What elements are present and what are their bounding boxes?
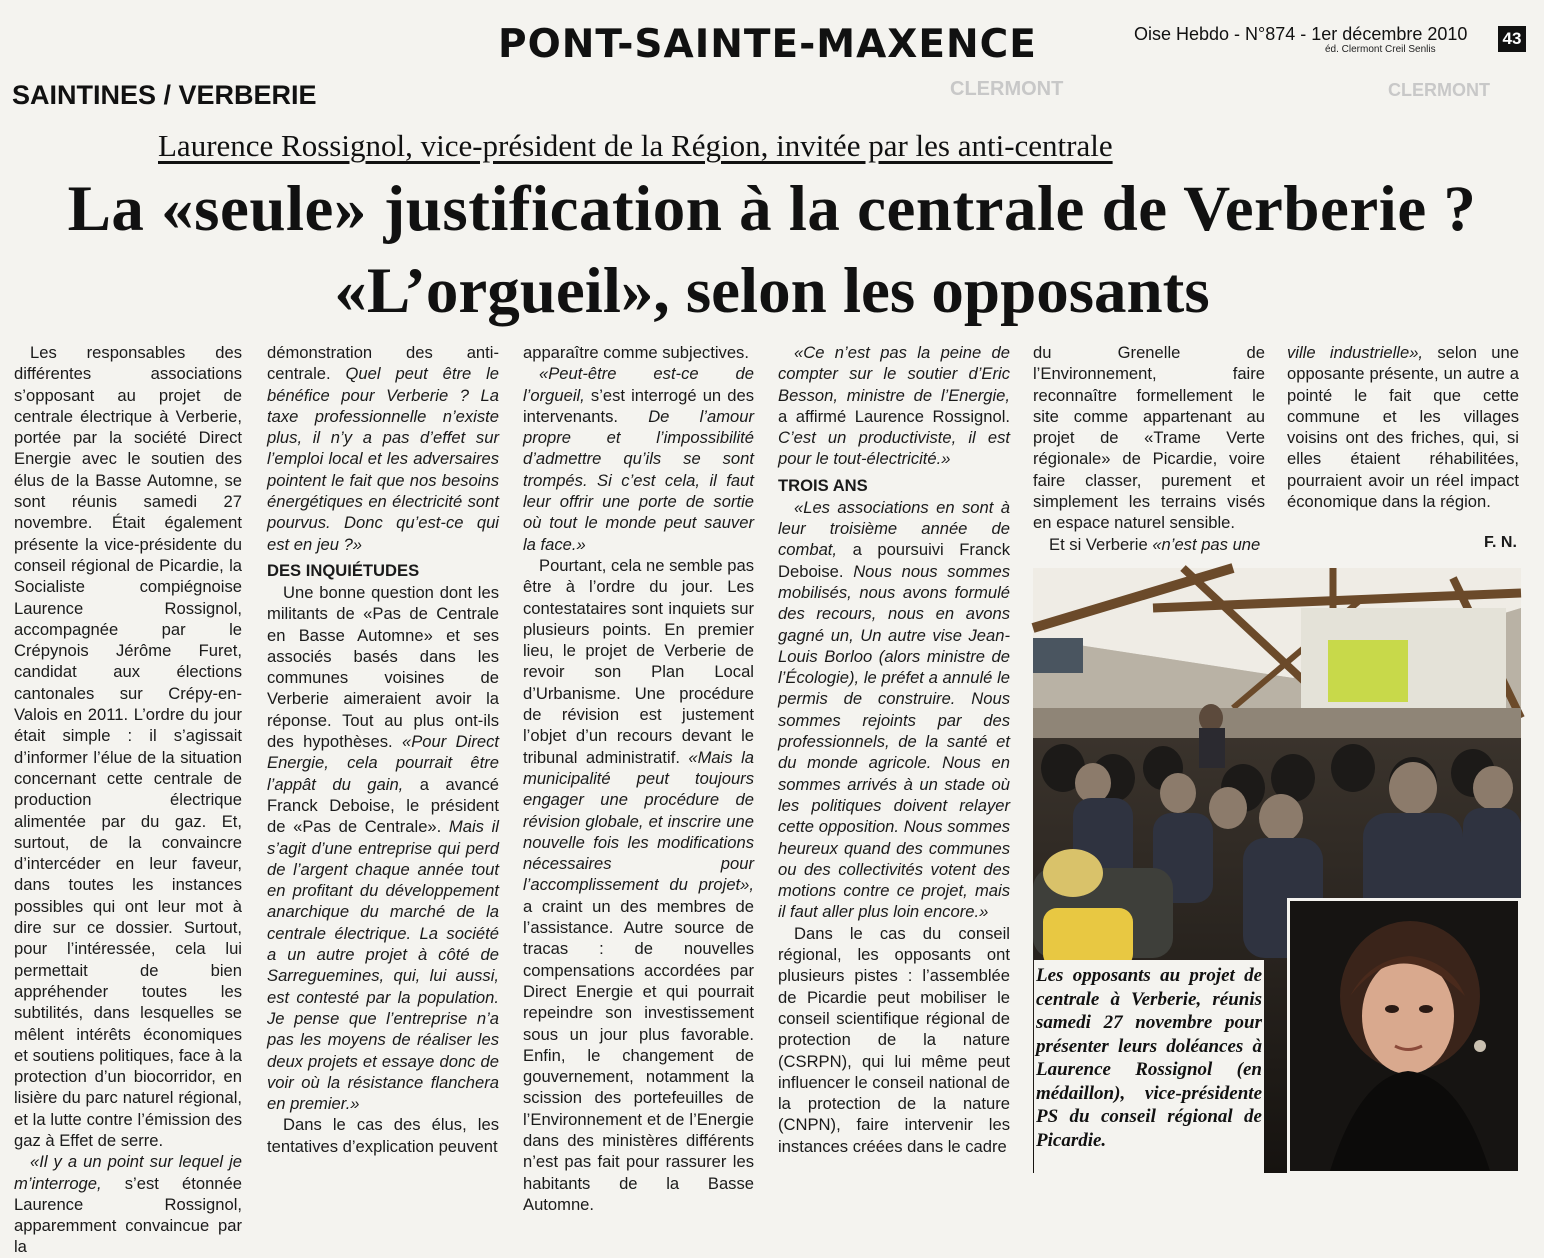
text: Et si Verberie xyxy=(1049,534,1153,554)
quote: Nous nous sommes mobilisés, nous avons formulé des recours, nous en avons gagné un, Un autre vise Jean-Louis Borloo (alors ministre de l’Écologie), le préfet a annulé le permis de construire. Nous sommes rejoints par des professionnels, de la santé et du monde agricole. Nous en sommes arrivés à un stade où les politiques doivent relayer cette opposition. Nous sommes heureux quand des communes ou des collectivités votent des motions contre ce projet, mais il faut aller plus loin encore.» xyxy=(778,561,1010,922)
quote: «Pour Direct Energie, cela pourrait être l’appât du gain, xyxy=(267,732,499,794)
article-column-6 xyxy=(1287,342,1519,512)
photo-caption: Les opposants au projet de centrale à Verberie, réunis samedi 27 novembre pour présenter leurs doléances à Laurence Rossignol (en médaillon), vice-présidente PS du conseil régional de Picardie. xyxy=(1034,960,1264,1174)
inset-portrait-photo xyxy=(1287,898,1521,1174)
bleed-through-text: CLERMONT xyxy=(950,78,1064,100)
quote: «n’est pas une xyxy=(1152,534,1261,554)
quote: «Mais la municipalité peut toujours engager une procédure de révision globale, et inscrire une nouvelle fois les modifications nécessaires pour l’accomplissement du projet», xyxy=(523,747,754,895)
text: a avancé Franck Deboise, le président de «Pas de Centrale». xyxy=(267,774,499,837)
paragraph xyxy=(1287,342,1519,512)
text: s’est étonnée Laurence Rossignol, apparemment convaincue par la xyxy=(14,1173,242,1257)
paragraph: Dans le cas des élus, les tentatives d’explication peuvent xyxy=(267,1115,499,1156)
article-column-3 xyxy=(523,342,754,1215)
text: selon une opposante présente, un autre a pointé le fait que cette commune et les villages voisins ont des friches, qui, si elles étaient réhabilitées, pourraient avoir un réel impact économique dans la région. xyxy=(1287,343,1519,512)
quote: «Peut-être est-ce de l’orgueil, xyxy=(523,364,754,405)
subheading: TROIS ANS xyxy=(778,475,868,495)
headline-line-1: La «seule» justification à la centrale de Verberie ? xyxy=(67,173,1477,245)
paragraph xyxy=(267,582,499,1114)
edition-info: éd. Clermont Creil Senlis xyxy=(1325,44,1436,55)
article-column-2 xyxy=(267,342,499,1157)
quote: C’est un productiviste, il est pour le tout-électricité.» xyxy=(778,428,1010,469)
surtitle: Laurence Rossignol, vice-président de la Région, invitée par les anti-centrale xyxy=(158,128,1113,163)
paragraph xyxy=(267,342,499,555)
rubric: SAINTINES / VERBERIE xyxy=(12,80,317,110)
publication-info: Oise Hebdo - N°874 - 1er décembre 2010 xyxy=(1134,24,1468,44)
paragraph xyxy=(778,342,1010,470)
article-column-4 xyxy=(778,342,1010,1157)
paragraph xyxy=(523,363,754,555)
paragraph: du Grenelle de l’Environnement, faire reconnaître formellement le site comme appartenant au projet de «Trame Verte régionale» de Picardie, voire faire classer, purement et simplement les terrains visés en espace naturel sensible. xyxy=(1033,343,1265,533)
author-signature: F. N. xyxy=(1484,534,1517,551)
text: Pourtant, cela ne semble pas être à l’ordre du jour. Les contestataires sont inquiets sur plusieurs points. En premier lieu, le projet de Verberie de revoir son Plan Local d’Urbanisme. Une procédure de révision est justement l’objet d’un recours devant le tribunal administratif. xyxy=(523,555,754,767)
quote: «Il y a un point sur lequel je m’interroge, xyxy=(14,1152,242,1193)
paragraph: Les responsables des différentes associations s’opposant au projet de centrale électrique à Verberie, portée par la société Direct Energie avec le soutien des élus de la Basse Automne, se sont réunis samedi 27 novembre. Était également présente la vice-présidente du conseil régional de Picardie, la Socialiste compiégnoise Laurence Rossignol, accompagnée par le Crépynois Jérôme Furet, candidat aux élections cantonales sur Crépy-en-Valois en 2011. L’ordre du jour était simple : il s’agissait d’informer l’élue de la situation concernant cette centrale de production électrique alimentée par du gaz. Et, surtout, de la convaincre d’intercéder en leur faveur, dans toutes les instances possibles qui ont leur mot à dire sur ce dossier. Surtout, pour l’intéressée, cela lui permettait de bien appréhender toutes les subtilités, dans lesquelles se mêlent intérêts économiques et soutiens politiques, face à la protection d’un biocorridor, en lisière du parc naturel régional, et la lutte contre l’émission des gaz à Effet de serre. xyxy=(14,343,242,1150)
quote: ville industrielle», xyxy=(1287,343,1424,362)
text: a craint un des membres de l’assistance. Autre source de tracas : de nouvelles compensations accordées par Direct Energie et qui pourrait repeindre son investissement sous un jour plus favorable. Enfin, le changement de gouvernement, notamment la scission des portefeuilles de l’Environnement et de l’Energie dans des ministères différents n’est pas fait pour rassurer les habitants de la Basse Automne. xyxy=(523,896,754,1214)
text: a affirmé Laurence Rossignol. xyxy=(778,406,1010,426)
text: a poursuivi Franck Deboise. xyxy=(778,540,1010,581)
inset-portrait-drawing xyxy=(1290,901,1518,1171)
quote: «Ce n’est pas la peine de compter sur le soutier d’Eric Besson, ministre de l’Energie, xyxy=(778,343,1010,405)
headline-line-2: «L’orgueil», selon les opposants xyxy=(334,255,1210,327)
quote: Quel peut être le bénéfice pour Verberie ? La taxe professionnelle n’existe plus, il n’y a pas d’effet sur l’emploi local et les adversaires pointent le fait que nos besoins énergétiques en électricité sont pourvus. Donc qu’est-ce qui est en jeu ?» xyxy=(267,364,499,554)
text: s’est interrogé un des intervenants. xyxy=(523,385,754,426)
section-title: PONT-SAINTE-MAXENCE xyxy=(498,22,1037,67)
paragraph: Dans le cas du conseil régional, les opposants ont plusieurs pistes : l’assemblée de Picardie peut mobiliser le conseil scientifique régional de protection de la nature (CSRPN), qui lui même peut influencer le conseil national de la protection de la nature (CNPN), faire intervenir les instances créées dans le cadre xyxy=(778,923,1010,1156)
quote: De l’amour propre et l’impossibilité d’admettre qu’ils se sont trompés. Si c’est cela, il faut leur offrir une porte de sortie où tout le monde peut sauver la face.» xyxy=(523,406,754,554)
paragraph xyxy=(1033,534,1265,555)
paragraph xyxy=(14,1151,242,1257)
subheading: DES INQUIÉTUDES xyxy=(267,560,420,580)
page-number: 43 xyxy=(1498,26,1526,52)
quote: Mais il s’agit d’une entreprise qui perd de l’argent chaque année tout en profitant du développement anarchique du marché de la centrale électrique. La société a un autre projet à côté de Sarreguemines, qui, lui aussi, est contesté par la population. Je pense que l’entreprise n’a pas les moyens de réaliser les deux projets et essaye donc de voir où la résistance flanchera en premier.» xyxy=(267,817,499,1114)
paragraph: apparaître comme subjectives. xyxy=(523,343,749,362)
article-column-1 xyxy=(14,342,242,1258)
text: démonstration des anti-centrale. xyxy=(267,343,499,384)
article-column-5 xyxy=(1033,342,1265,555)
text: Une bonne question dont les militants de «Pas de Centrale en Basse Automne» et ses associés basés dans les communes voisines de Verberie aimeraient avoir la réponse. Tout au plus ont-ils des hypothèses. xyxy=(267,582,499,752)
bleed-through-text: CLERMONT xyxy=(1388,80,1490,100)
quote: «Les associations en sont à leur troisième année de combat, xyxy=(778,497,1010,560)
paragraph xyxy=(778,497,1010,923)
paragraph xyxy=(523,555,754,1215)
